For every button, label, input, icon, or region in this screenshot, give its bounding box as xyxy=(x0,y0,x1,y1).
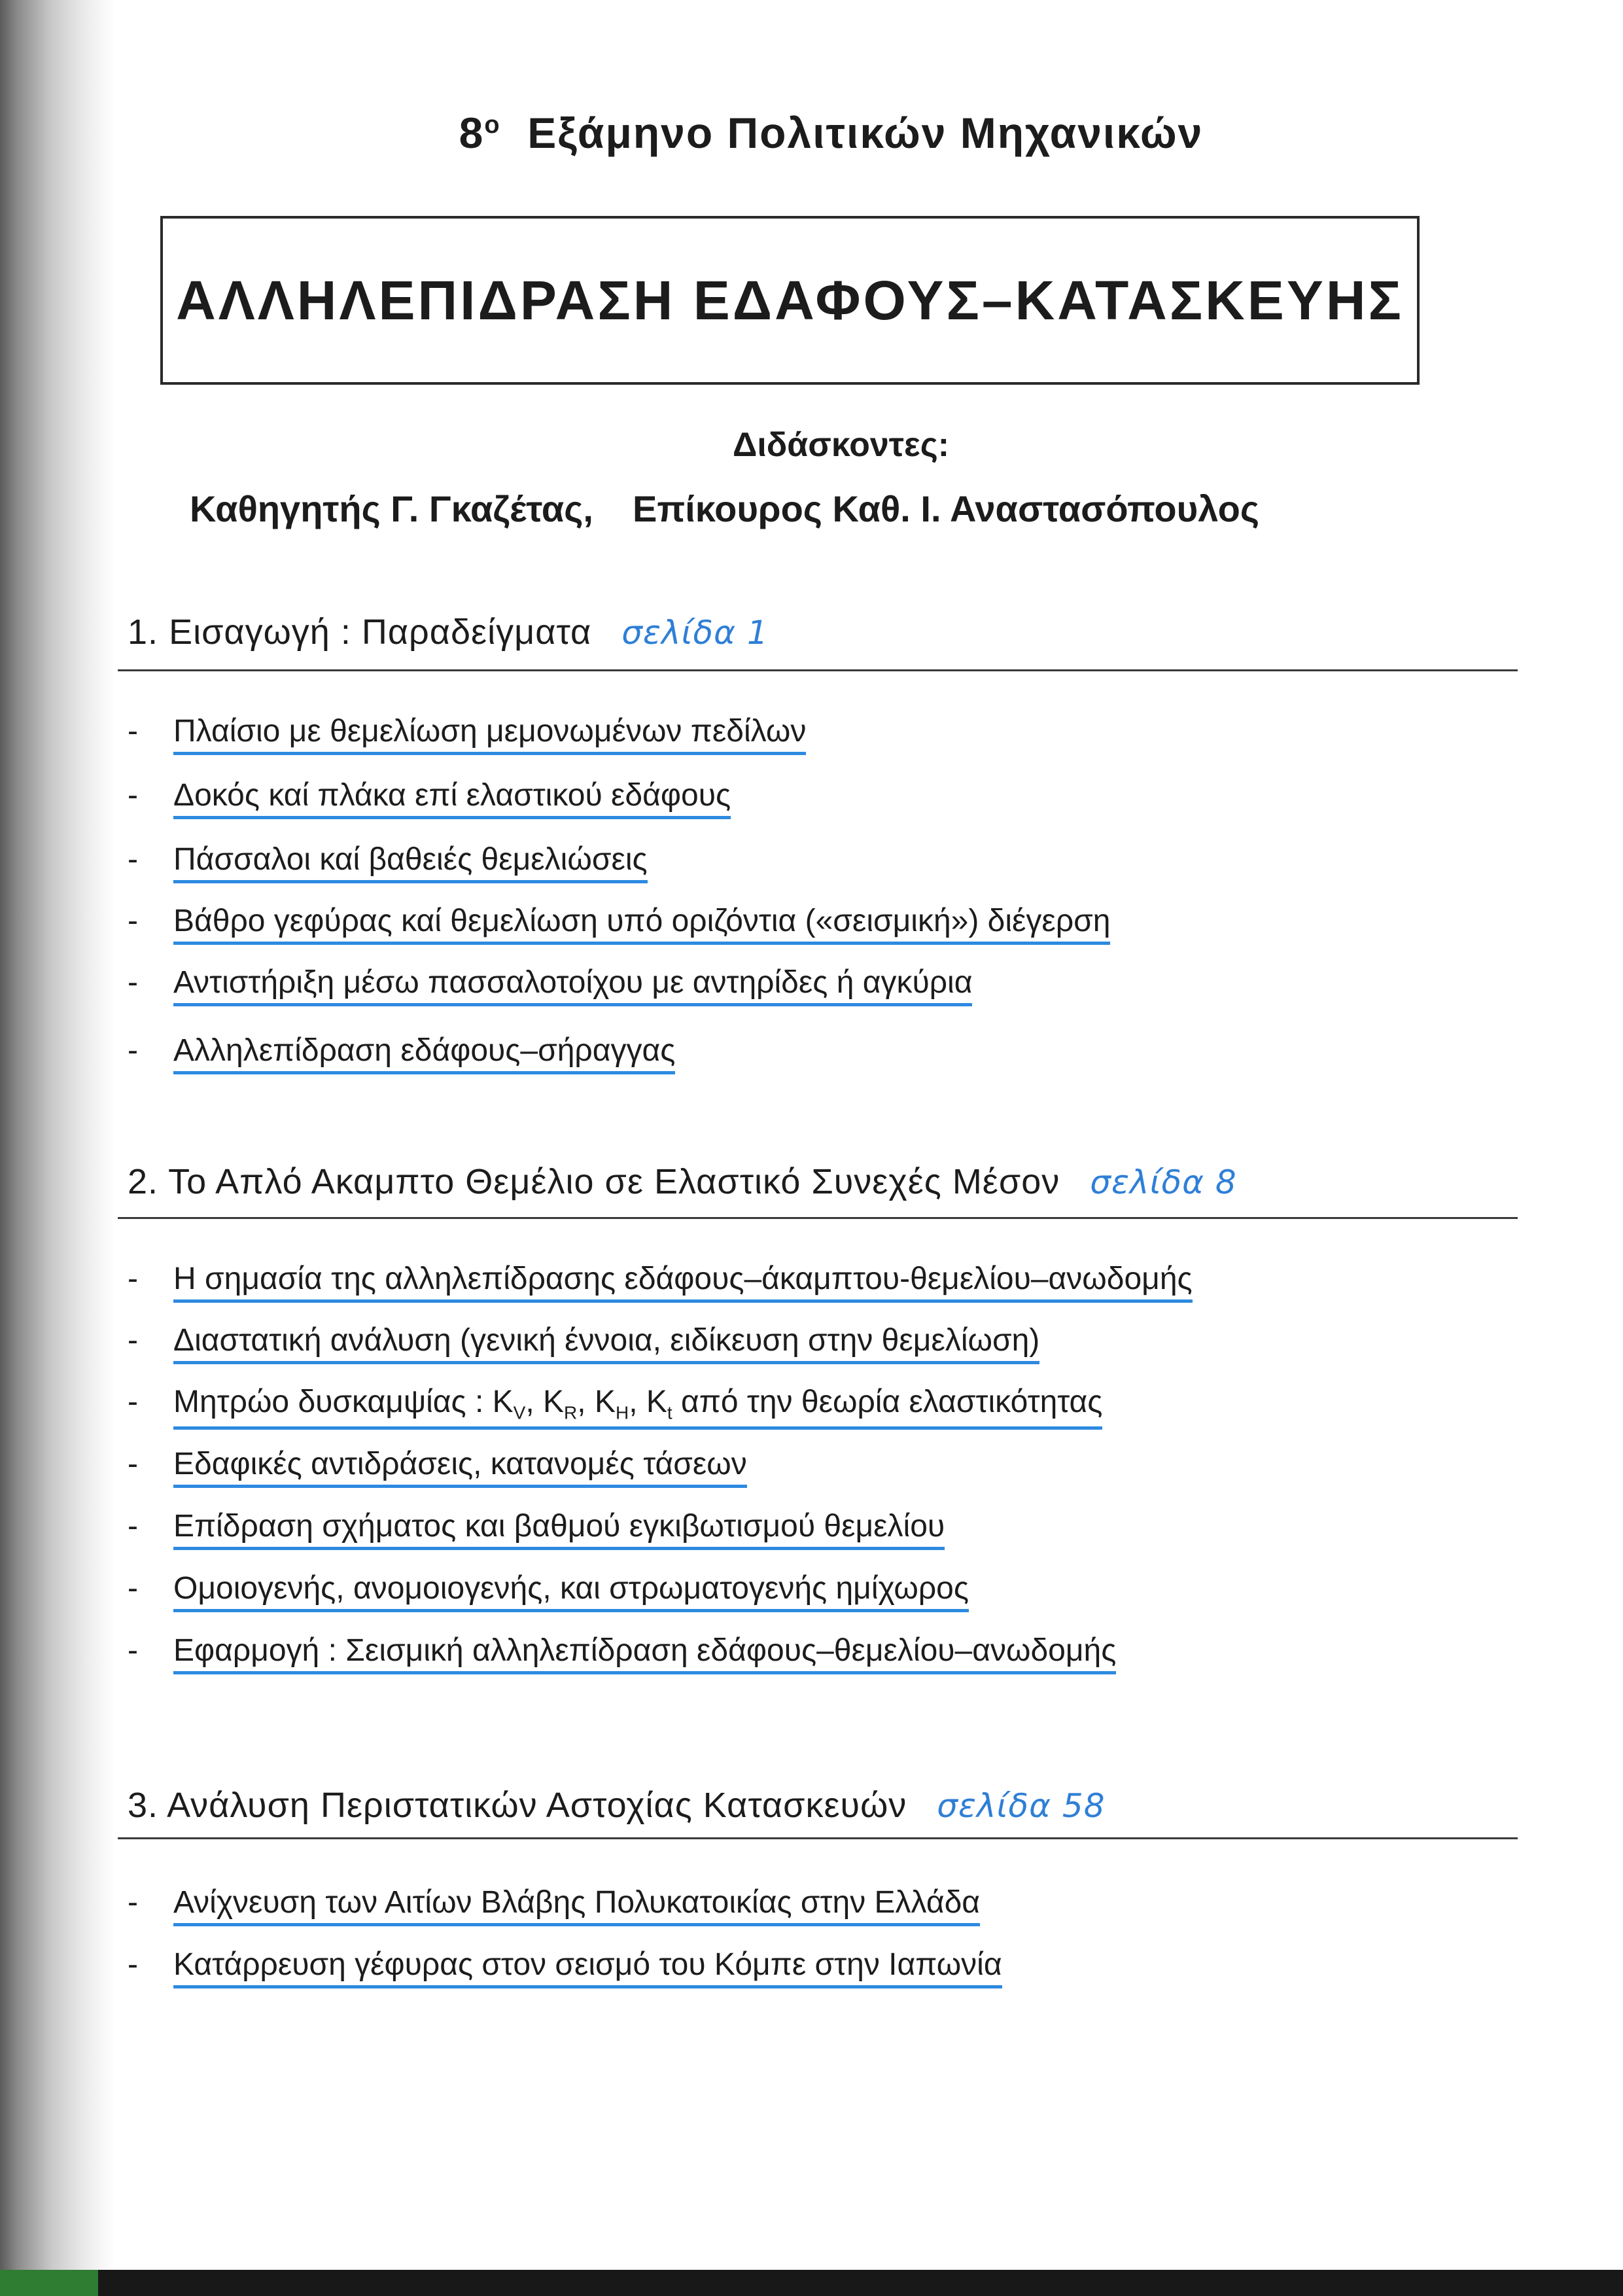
list-item-text: Επίδραση σχήματος και βαθμού εγκιβωτισμού θεμελίου xyxy=(173,1508,945,1550)
list-item-text: Μητρώο δυσκαμψίας : $K_V$, $K_R$, $K_H$, $K_t$ από την θεωρία ελαστικότητας xyxy=(173,1384,1102,1430)
teachers-label: Διδάσκοντες: xyxy=(732,426,950,464)
list-item-text: Εδαφικές αντιδράσεις, κατανομές τάσεων xyxy=(173,1446,747,1488)
course-title-box xyxy=(160,216,1420,385)
handwritten-page-note: σελίδα 1 xyxy=(621,614,769,652)
list-item: - Η σημασία της αλληλεπίδρασης εδάφους–άκαμπτου-θεμελίου–ανωδομής xyxy=(128,1261,1193,1303)
semester-heading xyxy=(0,108,1623,158)
list-item: - Δοκός καί πλάκα επί ελαστικού εδάφους xyxy=(128,777,731,819)
handwritten-page-note: σελίδα 8 xyxy=(1090,1163,1237,1201)
list-item-text: Ανίχνευση των Αιτίων Βλάβης Πολυκατοικίας στην Ελλάδα xyxy=(173,1884,980,1926)
list-item: - Αντιστήριξη μέσω πασσαλοτοίχου με αντηρίδες ή αγκύρια xyxy=(128,964,972,1006)
list-item: - Κατάρρευση γέφυρας στον σεισμό του Κόμπε στην Ιαπωνία xyxy=(128,1947,1002,1988)
list-item-text: Δοκός καί πλάκα επί ελαστικού εδάφους xyxy=(173,777,731,819)
semester-text: Εξάμηνο Πολιτικών Μηχανικών xyxy=(527,109,1204,157)
list-item: - Διαστατική ανάλυση (γενική έννοια, ειδίκευση στην θεμελίωση) xyxy=(128,1322,1039,1364)
list-item-text: Πλαίσιο με θεμελίωση μεμονωμένων πεδίλων xyxy=(173,713,806,755)
section-title: Ανάλυση Περιστατικών Αστοχίας Κατασκευών xyxy=(167,1786,907,1825)
list-item-text: Βάθρο γεφύρας καί θεμελίωση υπό οριζόντια («σεισμική») διέγερση xyxy=(173,903,1110,945)
list-item-text: Ομοιογενής, ανομοιογενής, και στρωματογενής ημίχωρος xyxy=(173,1570,969,1612)
section-number: 3. xyxy=(128,1786,159,1825)
course-title: ΑΛΛΗΛΕΠΙΔΡΑΣΗ ΕΔΑΦΟΥΣ–ΚΑΤΑΣΚΕΥΗΣ xyxy=(176,269,1404,331)
handwritten-page-note: σελίδα 58 xyxy=(937,1787,1106,1825)
list-item: - Επίδραση σχήματος και βαθμού εγκιβωτισμού θεμελίου xyxy=(128,1508,945,1550)
list-item: - Βάθρο γεφύρας καί θεμελίωση υπό οριζόντια («σεισμική») διέγερση xyxy=(128,903,1110,945)
list-item: - Ομοιογενής, ανομοιογενής, και στρωματογενής ημίχωρος xyxy=(128,1570,969,1612)
section-3-heading xyxy=(128,1785,1106,1826)
list-item-text: Αντιστήριξη μέσω πασσαλοτοίχου με αντηρίδες ή αγκύρια xyxy=(173,964,972,1006)
list-item-text: Κατάρρευση γέφυρας στον σεισμό του Κόμπε στην Ιαπωνία xyxy=(173,1947,1002,1988)
scan-binding-shadow xyxy=(0,0,114,2296)
list-item: - Εφαρμογή : Σεισμική αλληλεπίδραση εδάφους–θεμελίου–ανωδομής xyxy=(128,1633,1116,1674)
section-number: 1. xyxy=(128,612,159,652)
list-item: - Αλληλεπίδραση εδάφους–σήραγγας xyxy=(128,1033,675,1074)
section-divider xyxy=(118,1217,1518,1219)
teacher-2: Επίκουρος Καθ. Ι. Αναστασόπουλος xyxy=(632,488,1259,529)
section-1-heading xyxy=(128,612,769,652)
teacher-1: Καθηγητής Γ. Γκαζέτας, xyxy=(190,488,593,529)
teachers-line xyxy=(190,487,1259,530)
list-item: - Εδαφικές αντιδράσεις, κατανομές τάσεων xyxy=(128,1446,747,1488)
list-item-text: Πάσσαλοι καί βαθειές θεμελιώσεις xyxy=(173,841,648,883)
list-item: - Πλαίσιο με θεμελίωση μεμονωμένων πεδίλων xyxy=(128,713,806,755)
list-item: - Ανίχνευση των Αιτίων Βλάβης Πολυκατοικίας στην Ελλάδα xyxy=(128,1884,980,1926)
list-item-text: Η σημασία της αλληλεπίδρασης εδάφους–άκαμπτου-θεμελίου–ανωδομής xyxy=(173,1261,1193,1303)
section-title: Το Απλό Ακαμπτο Θεμέλιο σε Ελαστικό Συνεχές Μέσον xyxy=(168,1162,1060,1201)
scan-bottom-green-edge xyxy=(0,2270,98,2296)
list-item-text: Αλληλεπίδραση εδάφους–σήραγγας xyxy=(173,1033,675,1074)
section-divider xyxy=(118,1837,1518,1839)
list-item-stiffness: - Μητρώο δυσκαμψίας : $K_V$, $K_R$, $K_H$, $K_t$ από την θεωρία ελαστικότητας xyxy=(128,1384,1102,1430)
semester-ordinal: ο xyxy=(484,111,501,139)
list-item-text: Διαστατική ανάλυση (γενική έννοια, ειδίκευση στην θεμελίωση) xyxy=(173,1322,1039,1364)
list-item: - Πάσσαλοι καί βαθειές θεμελιώσεις xyxy=(128,841,648,883)
section-divider xyxy=(118,669,1518,671)
section-number: 2. xyxy=(128,1162,159,1201)
section-2-heading xyxy=(128,1161,1237,1202)
scan-bottom-edge xyxy=(0,2270,1623,2296)
semester-number: 8 xyxy=(459,109,485,157)
list-item-text: Εφαρμογή : Σεισμική αλληλεπίδραση εδάφους–θεμελίου–ανωδομής xyxy=(173,1633,1116,1674)
section-title: Εισαγωγή : Παραδείγματα xyxy=(169,612,592,652)
